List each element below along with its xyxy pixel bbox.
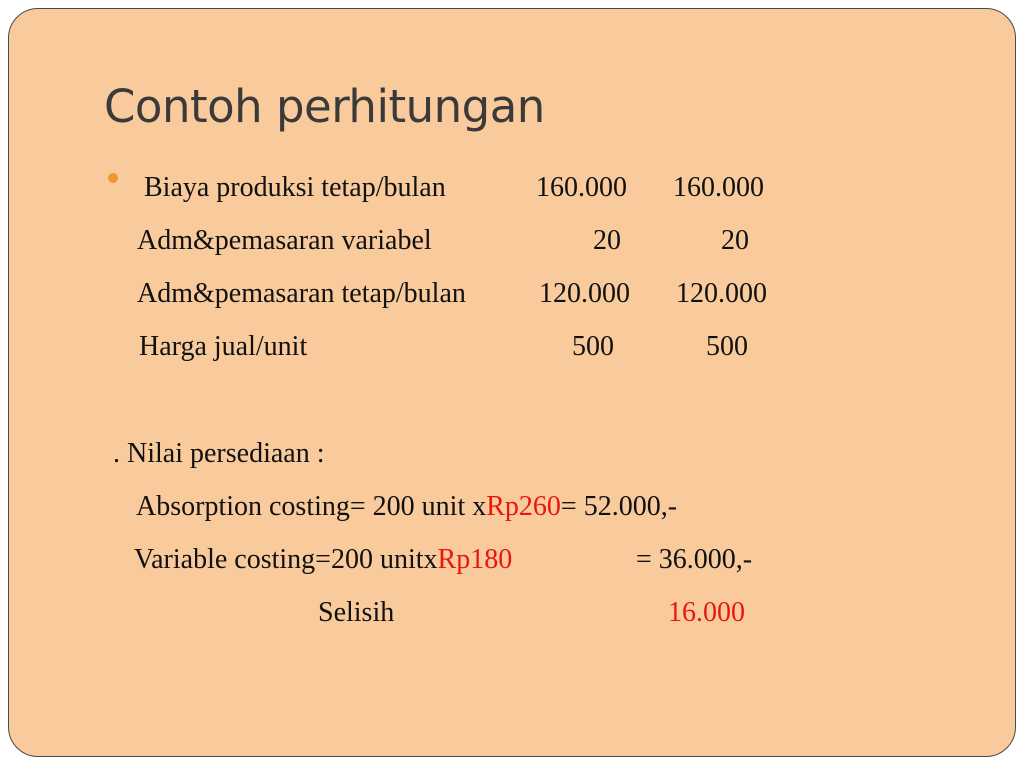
cost-row-value-1: 20 [593,225,621,256]
difference-value: 16.000 [668,597,745,628]
variable-result: = 36.000,- [636,544,753,575]
absorption-costing-line [136,490,677,524]
variable-rate: Rp180 [437,544,513,575]
cost-row [0,171,1024,205]
cost-row-value-1: 160.000 [536,172,627,203]
cost-row [0,277,1024,311]
cost-row-label: Adm&pemasaran tetap/bulan [137,278,466,309]
difference-label: Selisih [318,597,395,628]
cost-row-value-1: 120.000 [539,278,630,309]
variable-costing-line [0,543,1024,577]
cost-row-value-2: 120.000 [676,278,767,309]
cost-row-value-2: 500 [706,331,748,362]
cost-row-value-1: 500 [572,331,614,362]
variable-costing-group [134,543,512,577]
cost-row-label: Biaya produksi tetap/bulan [144,172,446,203]
variable-costing-text: Variable costing=200 unitx [134,544,438,575]
slide-title: Contoh perhitungan [104,80,545,133]
absorption-costing-text: Absorption costing= 200 unit x [136,491,487,522]
absorption-result: = 52.000,- [560,491,678,522]
difference-line [0,596,1024,630]
inventory-value-heading: . Nilai persediaan : [113,438,325,469]
cost-row [0,224,1024,258]
cost-row-value-2: 160.000 [673,172,764,203]
cost-row [0,330,1024,364]
cost-row-label: Harga jual/unit [139,331,308,362]
cost-row-value-2: 20 [721,225,749,256]
absorption-rate: Rp260 [486,491,561,522]
cost-row-label: Adm&pemasaran variabel [137,225,432,256]
